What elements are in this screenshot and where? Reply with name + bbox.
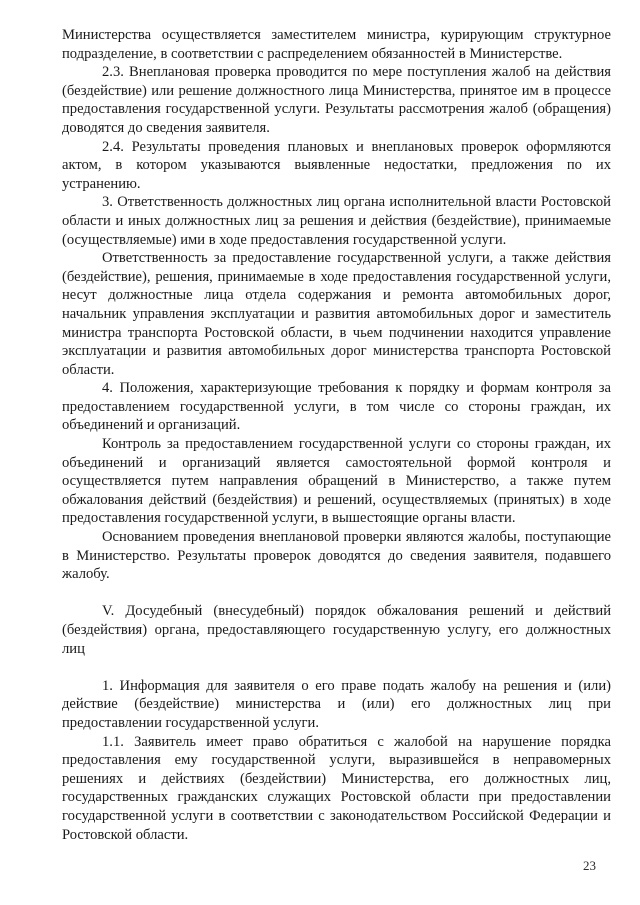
paragraph-responsibility: Ответственность за предоставление государственной услуги, а также действия (бездействие), решения, принимаемые в ходе предоставления государственной услуги, несут должностные лица отдела содержания и ремонта автомобильных дорог, начальник управления эксплуатации и развития автомобильных дорог и заместитель министра транспорта Ростовской области, в чьем подчинении находится управление эксплуатации и развития автомобильных дорог министерства транспорта Ростовской области.: [62, 250, 611, 378]
paragraph-unscheduled-basis: Основанием проведения внеплановой проверки являются жалобы, поступающие в Министерство. Результаты проверок доводятся до сведения заявителя, подавшего жалобу.: [62, 529, 611, 583]
paragraph-2-4: 2.4. Результаты проведения плановых и внеплановых проверок оформляются актом, в котором указываются выявленные недостатки, предложения по их устранению.: [62, 138, 611, 192]
spacer: [62, 584, 611, 603]
paragraph-2-3: 2.3. Внеплановая проверка проводится по мере поступления жалоб на действия (бездействие) или решение должностного лица Министерства, принятое им в процессе предоставления государственной услуги. Результаты рассмотрения жалоб (обращения) доводятся до сведения заявителя.: [62, 64, 611, 136]
paragraph-4: 4. Положения, характеризующие требования к порядку и формам контроля за предоставлением государственной услуги, в том числе со стороны граждан, их объединений и организаций.: [62, 380, 611, 434]
paragraph-citizen-control: Контроль за предоставлением государственной услуги со стороны граждан, их объединений и организаций является самостоятельной формой контроля и осуществляется путем направления обращений в Министерство, а также путем обжалования действий (бездействия) и решений, осуществляемых (принятых) в ходе предоставления государственной услуги, в вышестоящие органы власти.: [62, 436, 611, 527]
paragraph-continuation: Министерства осуществляется заместителем министра, курирующим структурное подразделение, в соответствии с распределением обязанностей в Министерстве.: [62, 27, 611, 62]
paragraph-section-1-1: 1.1. Заявитель имеет право обратиться с жалобой на нарушение порядка предоставления ему государственной услуги, выразившейся в неправомерных решениях и действиях (бездействии) Министерства, его должностных лиц, государственных гражданских служащих Ростовской области при предоставлении государственной услуги в соответствии с законодательством Российской Федерации и Ростовской области.: [62, 733, 611, 843]
page-number: 23: [583, 858, 596, 873]
spacer: [62, 658, 611, 677]
paragraph-section-1: 1. Информация для заявителя о его праве подать жалобу на решения и (или) действие (бездействие) министерства и (или) его должностных лиц при предоставлении государственной услуги.: [62, 677, 611, 731]
section-heading: V. Досудебный (внесудебный) порядок обжалования решений и действий (бездействия) органа, предоставляющего государственную услугу, его должностных лиц: [62, 603, 611, 657]
document-body: [62, 26, 611, 844]
paragraph-3: 3. Ответственность должностных лиц органа исполнительной власти Ростовской области и иных должностных лиц за решения и действия (бездействие), принимаемые (осуществляемые) ими в ходе предоставления государственной услуги.: [62, 194, 611, 248]
